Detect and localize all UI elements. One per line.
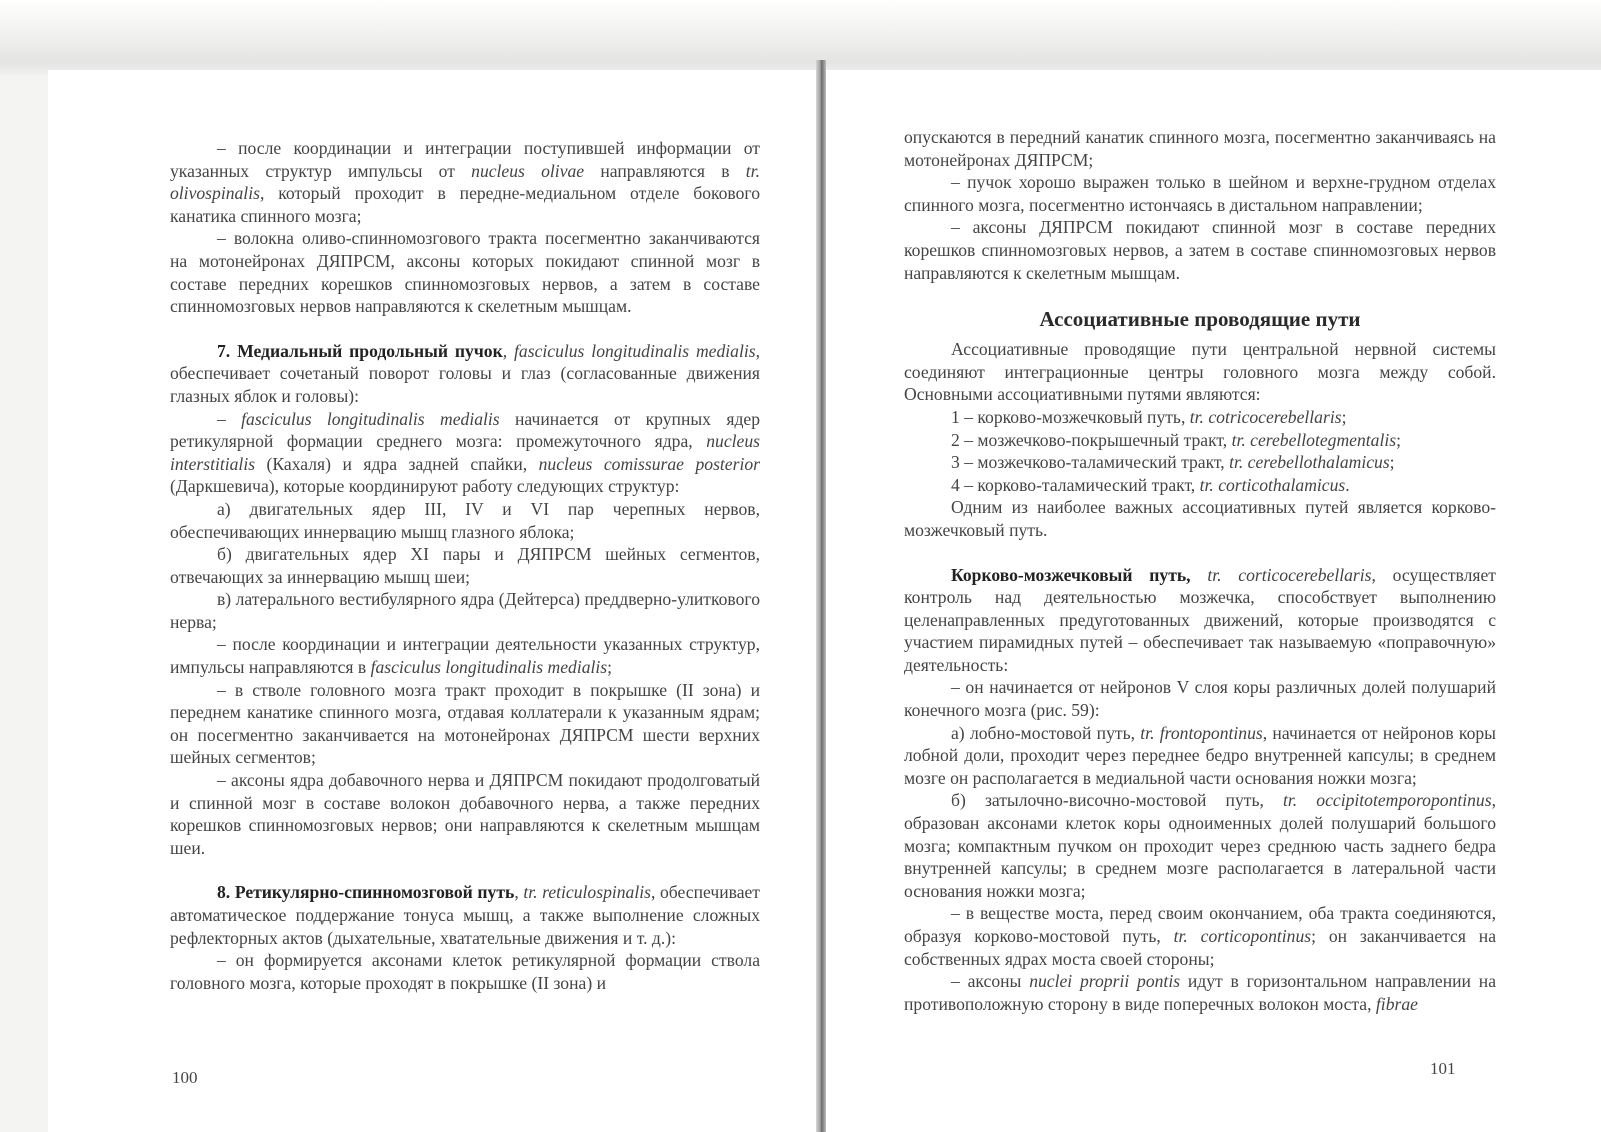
section-7-paragraph: 7. Медиальный продольный пучок, fasciculus longitudinalis medialis, обеспечивает сочетаный поворот головы и глаз (согласованные движения глазных яблок и головы): (170, 340, 760, 406)
left-page-text (170, 137, 760, 994)
list-item: б) двигательных ядер XI пары и ДЯПРСМ шейных сегментов, отвечающих за иннервацию мышц шеи; (170, 544, 760, 587)
section-7-title: 7. Медиальный продольный пучок (217, 340, 503, 361)
paragraph: – он начинается от нейронов V слоя коры различных долей полушарий конечного мозга (рис. 59): (904, 677, 1496, 721)
paragraph: опускаются в передний канатик спинного мозга, посегментно заканчиваясь на мотонейронах ДЯПРСМ; (904, 127, 1496, 170)
scan-top-shadow (0, 0, 1601, 78)
paragraph: – волокна оливо-спинномозгового тракта посегментно заканчиваются на мотонейронах ДЯПРСМ, аксоны которых покидают спинной мозг в составе передних корешков спинномозговых нервов, а затем в составе спинномозговых нервов направляются к скелетным мышцам. (170, 228, 760, 317)
paragraph: Одним из наиболее важных ассоциативных путей является корково-мозжечковый путь. (904, 497, 1496, 540)
page-number-left: 100 (172, 1068, 198, 1087)
list-item: 2 – мозжечково-покрышечный тракт, tr. cerebellotegmentalis; (951, 429, 1401, 450)
paragraph: – после координации и интеграции деятельности указанных структур, импульсы направляются в fasciculus longitudinalis medialis; (170, 634, 760, 678)
paragraph: – аксоны nuclei proprii pontis идут в горизонтальном направлении на противоположную сторону в виде поперечных волокон моста, fibrae (904, 971, 1496, 1014)
paragraph: Ассоциативные проводящие пути центральной нервной системы соединяют интеграционные центры головного мозга между собой. Основными ассоциативными путями являются: (904, 339, 1496, 405)
list-item: а) лобно-мостовой путь, tr. frontopontinus, начинается от нейронов коры лобной доли, проходит через переднее бедро внутренней капсулы; в среднем мозге он располагается в медиальной части основания ножки мозга; (904, 722, 1496, 788)
paragraph: – аксоны ядра добавочного нерва и ДЯПРСМ покидают продолговатый и спинной мозг в составе волокон добавочного нерва, а также передних корешков спинномозговых нервов; они направляются к скелетным мышцам шеи. (170, 770, 760, 858)
section-heading: Ассоциативные проводящие пути (1039, 307, 1361, 332)
paragraph: – в веществе моста, перед своим окончанием, оба тракта соединяются, образуя корково-мостовой путь, tr. corticopontinus; он заканчивается на собственных ядрах моста своей стороны; (904, 903, 1497, 969)
list-item: а) двигательных ядер III, IV и VI пар черепных нервов, обеспечивающих иннервацию мышц глазного яблока; (170, 498, 760, 542)
page-number-right: 101 (1430, 1059, 1456, 1078)
book-spine (816, 60, 826, 1132)
corticocerebellar-title: Корково-мозжечковый путь, (951, 564, 1191, 585)
corticocerebellar-paragraph: Корково-мозжечковый путь, tr. corticocerebellaris, осуществляет контроль над деятельностью мозжечка, способствует выполнению целенаправленных предуготованных движений, которые производятся с участием пирамидных путей – обеспечивает так называемую «поправочную» деятельность: (904, 564, 1496, 675)
paragraph: – в стволе головного мозга тракт проходит в покрышке (II зона) и переднем канатике спинного мозга, отдавая коллатерали к указанным ядрам; он посегментно заканчивается на мотонейронах ДЯПРСМ шести верхних шейных сегментов; (170, 679, 760, 768)
paragraph: – после координации и интеграции поступившей информации от указанных структур импульсы от nucleus olivae направляются в tr. olivospinalis, который проходит в передне-медиальном отделе бокового канатика спинного мозга; (170, 138, 760, 226)
list-item: 1 – корково-мозжечковый путь, tr. cotricocerebellaris; (951, 406, 1347, 427)
list-item: 3 – мозжечково-таламический тракт, tr. cerebellothalamicus; (951, 452, 1395, 473)
section-8-paragraph: 8. Ретикулярно-спинномозговой путь, tr. reticulospinalis, обеспечивает автоматическое поддержание тонуса мышц, а также выполнение сложных рефлекторных актов (дыхательные, хватательные движения и т. д.): (170, 882, 760, 948)
list-item: в) латерального вестибулярного ядра (Дейтерса) преддверно-улиткового нерва; (170, 589, 760, 632)
list-item: 4 – корково-таламический тракт, tr. corticothalamicus. (951, 474, 1350, 495)
paragraph: – аксоны ДЯПРСМ покидают спинной мозг в составе передних корешков спинномозговых нервов, а затем в составе спинномозговых нервов направляются к скелетным мышцам. (904, 217, 1496, 283)
section-8-title: 8. Ретикулярно-спинномозговой путь (217, 882, 515, 903)
paragraph: – он формируется аксонами клеток ретикулярной формации ствола головного мозга, которые проходят в покрышке (II зона) и (170, 950, 760, 993)
paragraph: – fasciculus longitudinalis medialis начинается от крупных ядер ретикулярной формации среднего мозга: промежуточного ядра, nucleus interstitialis (Кахаля) и ядра задней спайки, nucleus comissurae posterior (Даркшевича), которые координируют работу следующих структур: (170, 408, 760, 497)
paragraph: – пучок хорошо выражен только в шейном и верхне-грудном отделах спинного мозга, посегментно истончаясь в дистальном направлении; (904, 172, 1496, 215)
right-page-text (904, 126, 1496, 1015)
list-item: б) затылочно-височно-мостовой путь, tr. occipitotemporopontinus, образован аксонами клеток коры одноименных долей полушарий большого мозга; компактным пучком он проходит через среднюю часть заднего бедра внутренней капсулы; в среднем мозге располагается в латеральной части основания ножки мозга; (904, 790, 1496, 901)
